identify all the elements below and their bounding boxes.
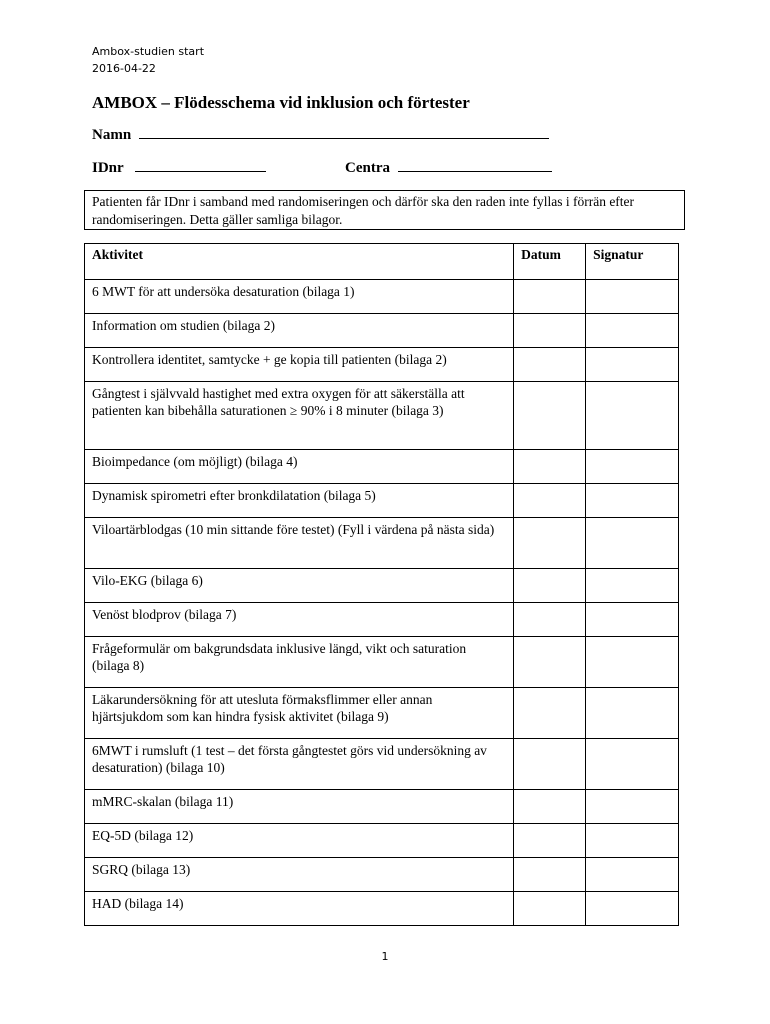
date-cell[interactable]	[514, 518, 586, 569]
signature-cell[interactable]	[586, 603, 679, 637]
activity-cell: Vilo-EKG (bilaga 6)	[85, 569, 514, 603]
table-row	[85, 892, 679, 926]
table-header-row	[85, 244, 679, 280]
activity-cell: Bioimpedance (om möjligt) (bilaga 4)	[85, 450, 514, 484]
activity-cell: Kontrollera identitet, samtycke + ge kopia till patienten (bilaga 2)	[85, 348, 514, 382]
table-row	[85, 858, 679, 892]
date-cell[interactable]	[514, 688, 586, 739]
activity-cell: 6 MWT för att undersöka desaturation (bilaga 1)	[85, 280, 514, 314]
date-cell[interactable]	[514, 739, 586, 790]
name-label: Namn	[92, 127, 132, 143]
activity-cell: Gångtest i självvald hastighet med extra oxygen för att säkerställa att patienten kan bibehålla saturationen ≥ 90% i 8 minuter (bilaga 3)	[85, 382, 514, 450]
signature-cell[interactable]	[586, 569, 679, 603]
signature-cell[interactable]	[586, 790, 679, 824]
randomization-notice: Patienten får IDnr i samband med randomiseringen och därför ska den raden inte fyllas i förrän efter randomiseringen. Detta gäller samliga bilagor.	[84, 190, 685, 230]
table-row	[85, 518, 679, 569]
activity-cell: Viloartärblodgas (10 min sittande före testet) (Fyll i värdena på nästa sida)	[85, 518, 514, 569]
activity-table	[84, 243, 679, 926]
name-field-row	[92, 126, 549, 144]
activity-cell: Läkarundersökning för att utesluta förmaksflimmer eller annan hjärtsjukdom som kan hindra fysisk aktivitet (bilaga 9)	[85, 688, 514, 739]
center-field-row	[345, 159, 552, 177]
table-row	[85, 569, 679, 603]
date-cell[interactable]	[514, 280, 586, 314]
table-row	[85, 603, 679, 637]
signature-cell[interactable]	[586, 858, 679, 892]
activity-cell: HAD (bilaga 14)	[85, 892, 514, 926]
table-row	[85, 348, 679, 382]
date-cell[interactable]	[514, 382, 586, 450]
date-cell[interactable]	[514, 603, 586, 637]
signature-cell[interactable]	[586, 348, 679, 382]
header-date: 2016-04-22	[92, 62, 156, 75]
signature-cell[interactable]	[586, 484, 679, 518]
date-cell[interactable]	[514, 637, 586, 688]
table-row	[85, 382, 679, 450]
table-row	[85, 688, 679, 739]
activity-cell: EQ-5D (bilaga 12)	[85, 824, 514, 858]
id-field-row	[92, 159, 266, 177]
date-cell[interactable]	[514, 569, 586, 603]
header-activity: Aktivitet	[85, 244, 514, 280]
activity-cell: Information om studien (bilaga 2)	[85, 314, 514, 348]
date-cell[interactable]	[514, 348, 586, 382]
signature-cell[interactable]	[586, 382, 679, 450]
activity-cell: Venöst blodprov (bilaga 7)	[85, 603, 514, 637]
table-row	[85, 637, 679, 688]
table-row	[85, 790, 679, 824]
signature-cell[interactable]	[586, 824, 679, 858]
center-input-line[interactable]	[398, 159, 552, 172]
date-cell[interactable]	[514, 892, 586, 926]
activity-cell: mMRC-skalan (bilaga 11)	[85, 790, 514, 824]
signature-cell[interactable]	[586, 280, 679, 314]
header-signature: Signatur	[586, 244, 679, 280]
activity-cell: 6MWT i rumsluft (1 test – det första gångtestet görs vid undersökning av desaturation) (bilaga 10)	[85, 739, 514, 790]
table-row	[85, 484, 679, 518]
signature-cell[interactable]	[586, 450, 679, 484]
table-row	[85, 824, 679, 858]
header-date: Datum	[514, 244, 586, 280]
date-cell[interactable]	[514, 484, 586, 518]
activity-cell: Dynamisk spirometri efter bronkdilatation (bilaga 5)	[85, 484, 514, 518]
table-row	[85, 280, 679, 314]
signature-cell[interactable]	[586, 518, 679, 569]
activity-cell: Frågeformulär om bakgrundsdata inklusive längd, vikt och saturation (bilaga 8)	[85, 637, 514, 688]
id-label: IDnr	[92, 160, 124, 176]
id-input-line[interactable]	[135, 159, 266, 172]
document-header	[92, 43, 204, 77]
date-cell[interactable]	[514, 450, 586, 484]
date-cell[interactable]	[514, 824, 586, 858]
page-number: 1	[381, 950, 389, 963]
date-cell[interactable]	[514, 858, 586, 892]
activity-cell: SGRQ (bilaga 13)	[85, 858, 514, 892]
table-row	[85, 739, 679, 790]
signature-cell[interactable]	[586, 688, 679, 739]
page-title: AMBOX – Flödesschema vid inklusion och förtester	[92, 93, 470, 112]
table-row	[85, 450, 679, 484]
date-cell[interactable]	[514, 314, 586, 348]
table-row	[85, 314, 679, 348]
signature-cell[interactable]	[586, 314, 679, 348]
signature-cell[interactable]	[586, 637, 679, 688]
signature-cell[interactable]	[586, 739, 679, 790]
header-study-name: Ambox-studien start	[92, 45, 205, 58]
center-label: Centra	[345, 160, 390, 176]
signature-cell[interactable]	[586, 892, 679, 926]
date-cell[interactable]	[514, 790, 586, 824]
name-input-line[interactable]	[139, 126, 549, 139]
